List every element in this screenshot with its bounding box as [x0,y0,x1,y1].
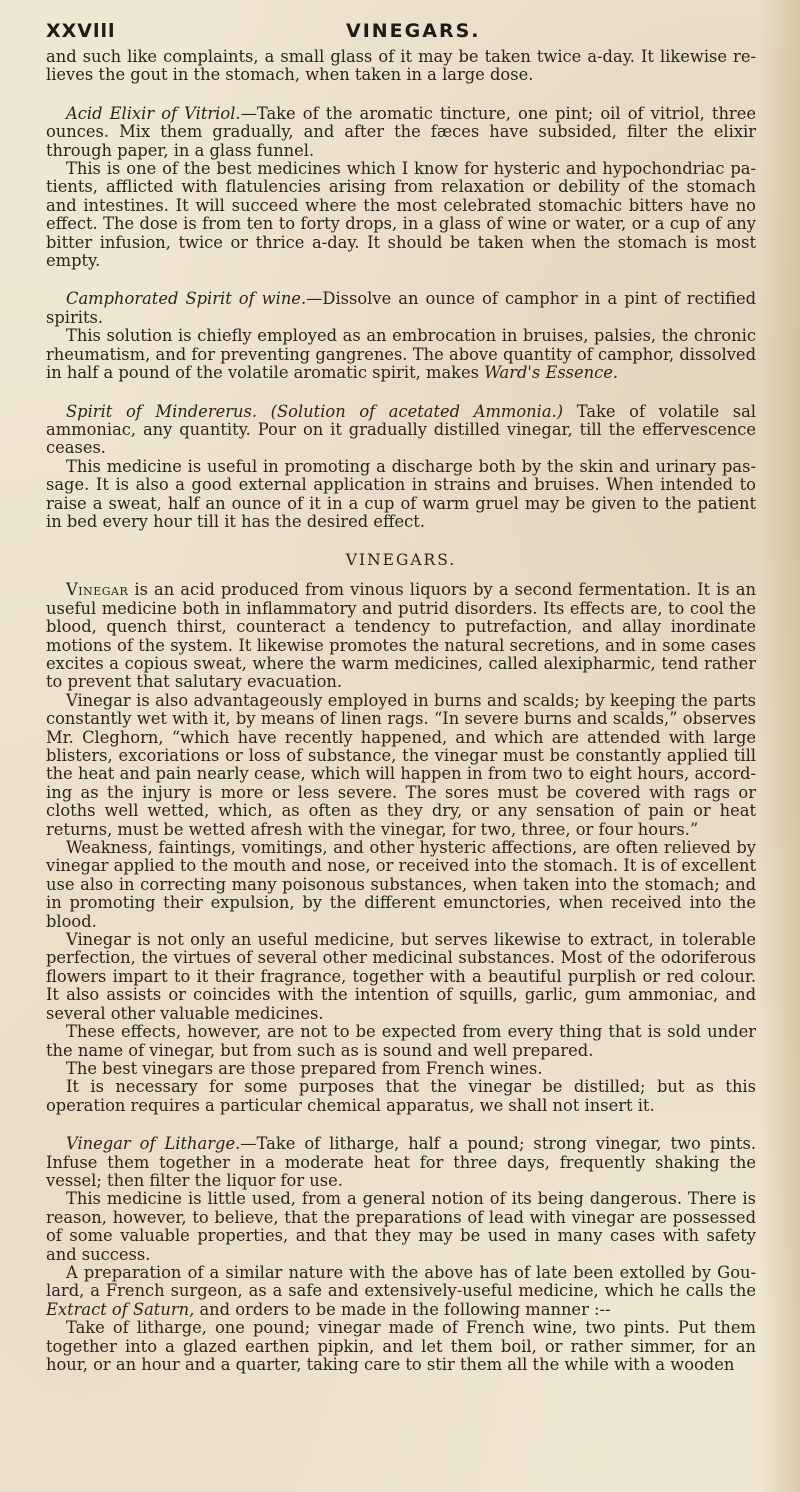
recipe-text: Take of volatile sal ammoniac, any quantity. Pour on it gradually distilled vinegar, till the effervescence ceases. [46,401,757,458]
paragraph [46,581,756,691]
paragraph-text: This solution is chiefly employed as an embrocation in bruises, palsies, the chronic rheumatism, and for preventing gangrenes. The above quantity of camphor, dissolved in half a pound of the volatile aromatic spirit, makes [46,326,756,383]
recipe-camphorated-spirit [46,290,756,327]
recipe-title: Camphorated Spirit of wine. [66,289,307,309]
running-header [46,20,756,48]
recipe-title: Spirit of Mindererus. (Solution of acetated Ammonia.) [66,401,564,421]
paragraph-lead-word: Vinegar [66,580,129,600]
paragraph-italic: Ward's Essence. [484,363,619,383]
page-edge-shadow [760,0,800,1492]
paragraph: The best vinegars are those prepared from French wines. [66,1058,543,1078]
recipe-vinegar-litharge [46,1135,756,1190]
paragraph-text: is an acid produced from vinous liquors by a second fermentation. It is an useful medicine both in inflammatory and putrid disorders. Its effects are, to cool the blood, quench thirst, counteract a tendency to putrefaction, and allay inordinate motions of the system. It likewise promotes the natural secretions, and in some cases excites a copious sweat, where the warm medicines, called alexipharmic, tend rather to prevent that salutary evacuation. [46,580,756,692]
paragraph: This medicine is little used, from a general notion of its being dangerous. There is reason, however, to believe, that the preparations of lead with vinegar are possessed of some valuable properties, and that they may be used in many cases with safety and success. [46,1189,756,1264]
paragraph: These effects, however, are not to be expected from every thing that is sold under the name of vinegar, but from such as is sound and well prepared. [46,1022,756,1060]
recipe-text: —Dissolve an ounce of camphor in a pint of rectified spirits. [46,289,756,327]
page-number: XXVlll [46,20,116,42]
recipe-text: —Take of the aromatic tincture, one pint; oil of vitriol, three ounces. Mix them gradually, and after the fæces have subsided, filter the elixir through paper, in a glass funnel. [46,103,756,160]
paragraph: Vinegar is not only an useful medicine, but serves likewise to extract, in tolerable perfection, the virtues of several other medicinal substances. Most of the odoriferous flowers impart to it their fragrance, together with a beautiful purplish or red colour. It also assists or coincides with the intention of squills, garlic, gum ammoniac, and several other valuable medicines. [46,930,756,1023]
paragraph-italic: Extract of Saturn, [46,1299,195,1319]
paragraph: This medicine is useful in promoting a discharge both by the skin and urinary passage. It is also a good external application in strains and bruises. When intended to raise a sweat, half an ounce of it in a cup of warm gruel may be given to the patient in bed every hour till it has the desired effect. [46,456,756,531]
paragraph: This is one of the best medicines which I know for hysteric and hypochondriac patients, afflicted with flatulencies arising from relaxation or debility of the stomach and intestines. It will succeed where the most celebrated stomachic bitters have no effect. The dose is from ten to forty drops, in a glass of wine or water, or a cup of any bitter infusion, twice or thrice a-day. It should be taken when the stomach is most empty. [46,159,756,271]
paragraph: Take of litharge, one pound; vinegar made of French wine, two pints. Put them together into a glazed earthen pipkin, and let them boil, or rather simmer, for an hour, or an hour and a quarter, taking care to stir them all the while with a wooden [46,1318,756,1374]
paragraph: It is necessary for some purposes that the vinegar be distilled; but as this operation requires a particular chemical apparatus, we shall not insert it. [46,1077,756,1115]
paragraph: Vinegar is also advantageously employed in burns and scalds; by keeping the parts constantly wet with it, by means of linen rags. “In severe burns and scalds,” observes Mr. Cleghorn, “which have recently happened, and which are attended with large blisters, excoriations or loss of substance, the vinegar must be constantly applied till the heat and pain nearly cease, which will happen in from two to eight hours, according as the injury is more or less severe. The sores must be covered with rags or cloths well wetted, which, as often as they dry, or any sensation of pain or heat returns, must be wetted afresh with the vinegar, for two, three, or four hours.” [46,690,756,839]
section-heading: VINEGARS. [345,551,457,570]
running-title: VINEGARS. [346,20,481,42]
paragraph-text-end: and orders to be made in the following manner :-- [194,1299,611,1319]
paragraph: and such like complaints, a small glass of it may be taken twice a-day. It likewise relieves the gout in the stomach, when taken in a large dose. [46,47,756,85]
paragraph [46,1264,756,1319]
recipe-title: Vinegar of Litharge. [66,1134,241,1154]
recipe-text: —Take of litharge, half a pound; strong vinegar, two pints. Infuse them together in a moderate heat for three days, frequently shaking the vessel; then filter the liquor for use. [46,1134,756,1190]
recipe-spirit-mindererus [46,403,756,458]
recipe-acid-elixir [46,105,756,160]
paragraph: Weakness, faintings, vomitings, and other hysteric affections, are often relieved by vinegar applied to the mouth and nose, or received into the stomach. It is of excellent use also in correcting many poisonous substances, when taken into the stomach; and in promoting their expulsion, by the different emunctories, when received into the blood. [46,838,756,931]
recipe-title: Acid Elixir of Vitriol. [66,103,241,123]
paragraph [46,327,756,382]
paragraph-text: A preparation of a similar nature with the above has of late been extolled by Goulard, a French surgeon, as a safe and extensively-useful medicine, which he calls the [46,1262,756,1301]
